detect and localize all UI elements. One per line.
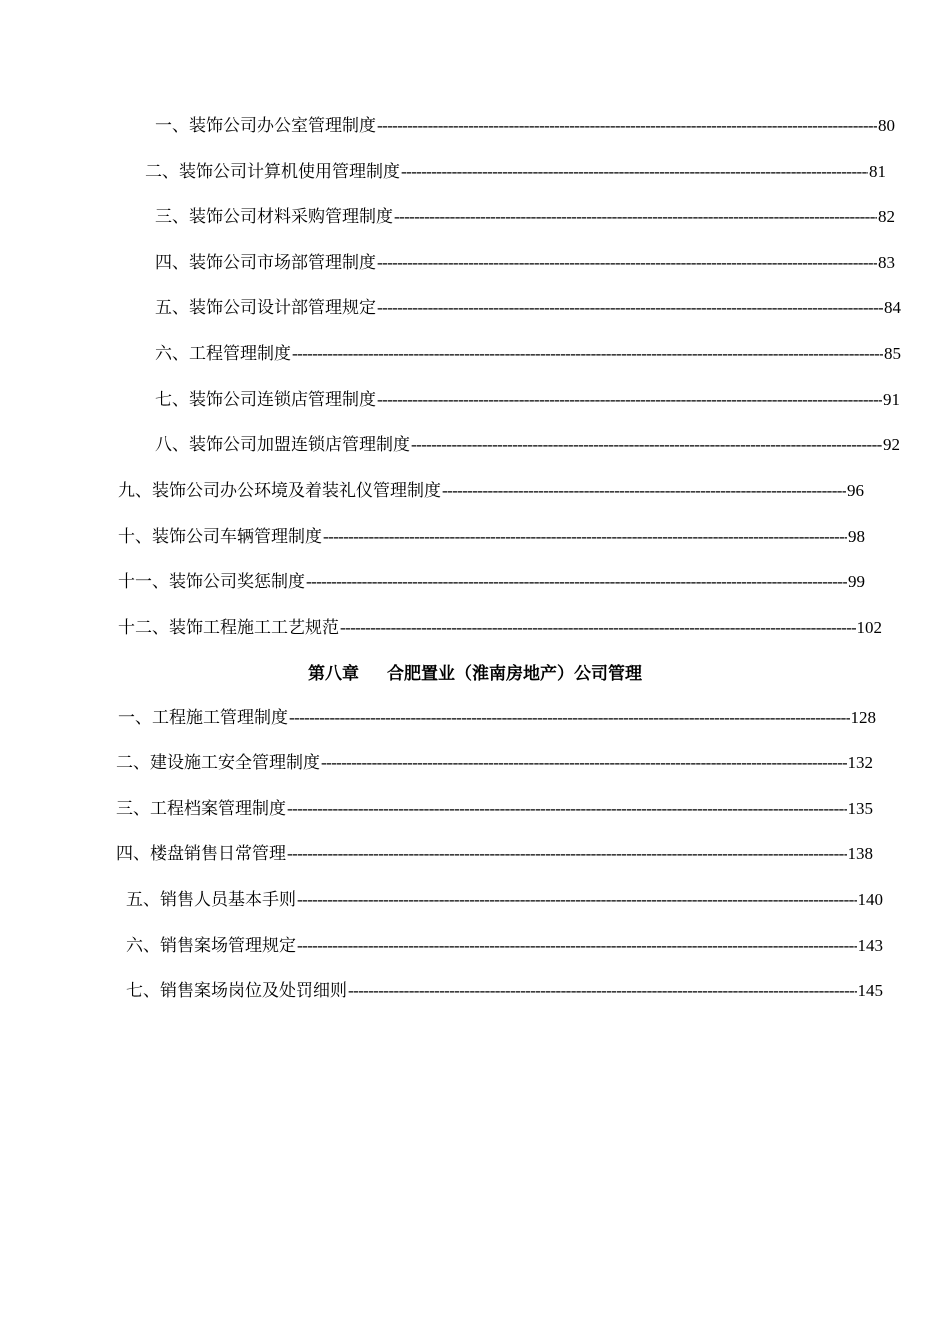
toc-entry-page: 140 — [857, 890, 883, 909]
toc-entry[interactable] — [126, 934, 883, 958]
toc-entry-title: 二、建设施工安全管理制度 — [116, 753, 320, 773]
toc-entry-page: 96 — [847, 481, 864, 500]
toc-entry-title: 五、销售人员基本手则 — [126, 890, 296, 910]
toc-leader-dots — [292, 342, 883, 366]
toc-entry[interactable] — [155, 114, 895, 138]
toc-entry-page: 135 — [847, 799, 873, 818]
toc-leader-dots — [401, 160, 868, 184]
toc-leader-dots — [377, 251, 877, 275]
toc-entry[interactable] — [155, 296, 901, 320]
toc-entry[interactable] — [155, 205, 895, 229]
toc-leader-dots — [348, 979, 857, 1003]
toc-entry-title: 三、装饰公司材料采购管理制度 — [155, 207, 393, 227]
toc-entry-title: 一、装饰公司办公室管理制度 — [155, 116, 376, 136]
toc-entry-page: 98 — [848, 527, 865, 546]
toc-entry-page: 82 — [878, 207, 895, 226]
toc-entry-title: 四、装饰公司市场部管理制度 — [155, 253, 376, 273]
toc-entry-title: 九、装饰公司办公环境及着装礼仪管理制度 — [118, 481, 441, 501]
toc-entry-title: 六、销售案场管理规定 — [126, 936, 296, 956]
toc-entry-title: 十、装饰公司车辆管理制度 — [118, 527, 322, 547]
toc-entry-page: 143 — [857, 936, 883, 955]
toc-entry[interactable] — [118, 706, 876, 730]
toc-leader-dots — [287, 797, 847, 821]
chapter-heading — [0, 662, 950, 686]
chapter-title: 合肥置业（淮南房地产）公司管理 — [387, 664, 642, 684]
toc-entry-page: 92 — [883, 435, 900, 454]
toc-leader-dots — [297, 888, 857, 912]
toc-entry[interactable] — [118, 479, 864, 503]
toc-entry-page: 99 — [848, 572, 865, 591]
toc-leader-dots — [306, 570, 847, 594]
toc-leader-dots — [394, 205, 877, 229]
toc-leader-dots — [377, 296, 883, 320]
toc-entry-page: 85 — [884, 344, 901, 363]
toc-entry-page: 80 — [878, 116, 895, 135]
toc-entry-page: 91 — [883, 390, 900, 409]
toc-leader-dots — [442, 479, 846, 503]
toc-entry[interactable] — [118, 525, 865, 549]
toc-entry[interactable] — [116, 842, 873, 866]
toc-entry[interactable] — [118, 616, 882, 640]
toc-entry-page: 84 — [884, 298, 901, 317]
toc-entry-page: 132 — [847, 753, 873, 772]
toc-entry-page: 138 — [847, 844, 873, 863]
toc-leader-dots — [321, 751, 847, 775]
toc-entry-title: 二、装饰公司计算机使用管理制度 — [145, 162, 400, 182]
toc-entry[interactable] — [126, 979, 883, 1003]
toc-entry-title: 五、装饰公司设计部管理规定 — [155, 298, 376, 318]
toc-entry[interactable] — [155, 388, 900, 412]
toc-entry-title: 六、工程管理制度 — [155, 344, 291, 364]
toc-entry[interactable] — [118, 570, 865, 594]
toc-leader-dots — [323, 525, 847, 549]
toc-entry-page: 145 — [857, 981, 883, 1000]
toc-entry-title: 一、工程施工管理制度 — [118, 708, 288, 728]
toc-entry-page: 81 — [869, 162, 886, 181]
toc-entry-title: 七、装饰公司连锁店管理制度 — [155, 390, 376, 410]
toc-entry-page: 128 — [850, 708, 876, 727]
toc-entry[interactable] — [145, 160, 886, 184]
toc-leader-dots — [377, 114, 877, 138]
toc-entry-title: 四、楼盘销售日常管理 — [116, 844, 286, 864]
toc-leader-dots — [377, 388, 882, 412]
toc-leader-dots — [340, 616, 856, 640]
toc-entry[interactable] — [155, 342, 901, 366]
toc-entry-title: 八、装饰公司加盟连锁店管理制度 — [155, 435, 410, 455]
toc-entry[interactable] — [116, 797, 873, 821]
toc-entry-title: 十一、装饰公司奖惩制度 — [118, 572, 305, 592]
toc-entry-title: 三、工程档案管理制度 — [116, 799, 286, 819]
toc-entry-page: 83 — [878, 253, 895, 272]
toc-entry[interactable] — [155, 433, 900, 457]
toc-entry-title: 十二、装饰工程施工工艺规范 — [118, 618, 339, 638]
toc-entry-title: 七、销售案场岗位及处罚细则 — [126, 981, 347, 1001]
toc-entry[interactable] — [126, 888, 883, 912]
chapter-number: 第八章 — [308, 664, 359, 684]
toc-leader-dots — [289, 706, 850, 730]
toc-entry-page: 102 — [856, 618, 882, 637]
toc-leader-dots — [297, 934, 857, 958]
toc-leader-dots — [287, 842, 847, 866]
toc-entry[interactable] — [116, 751, 873, 775]
toc-leader-dots — [411, 433, 882, 457]
toc-entry[interactable] — [155, 251, 895, 275]
